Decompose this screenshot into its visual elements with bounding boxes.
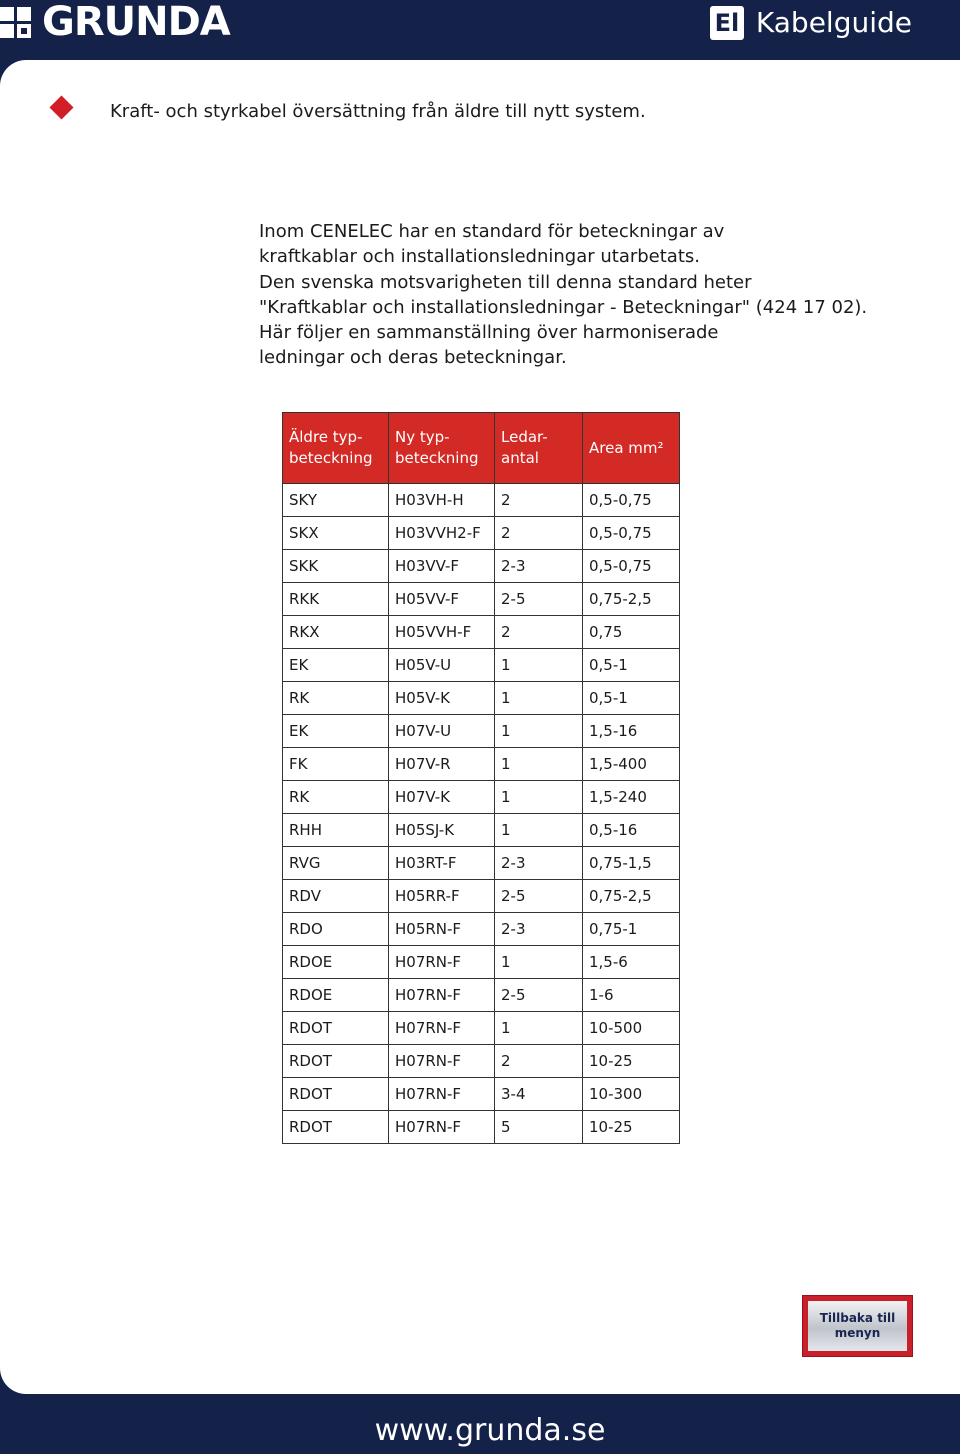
table-row [283, 1078, 680, 1111]
intro-text [259, 219, 879, 371]
table-cell: RDOT [283, 1078, 389, 1111]
table-row [283, 550, 680, 583]
table-row [283, 814, 680, 847]
table-row [283, 1111, 680, 1144]
table-row [283, 946, 680, 979]
table-cell: 0,5-1 [583, 682, 680, 715]
table-cell: RDO [283, 913, 389, 946]
table-cell: H07RN-F [389, 1045, 495, 1078]
table-cell: H07V-R [389, 748, 495, 781]
table-cell: 1-6 [583, 979, 680, 1012]
table-cell: SKX [283, 517, 389, 550]
table-cell: 0,5-1 [583, 649, 680, 682]
table-cell: H03VVH2-F [389, 517, 495, 550]
header-old-type: Äldre typ- beteckning [283, 413, 389, 484]
table-cell: 2-3 [495, 550, 583, 583]
header-conductor-count: Ledar- antal [495, 413, 583, 484]
table-cell: 2-3 [495, 847, 583, 880]
table-cell: RVG [283, 847, 389, 880]
table-cell: H07V-K [389, 781, 495, 814]
table-cell: H03VV-F [389, 550, 495, 583]
logo-text: GRUNDA [42, 0, 230, 45]
table-cell: 0,5-0,75 [583, 484, 680, 517]
table-row [283, 649, 680, 682]
table-cell: FK [283, 748, 389, 781]
table-cell: H03RT-F [389, 847, 495, 880]
table-cell: H07RN-F [389, 1111, 495, 1144]
back-to-menu-button[interactable] [803, 1296, 912, 1356]
section-badge: El [710, 6, 744, 40]
table-row [283, 1012, 680, 1045]
header-bar [0, 0, 960, 60]
table-cell: 1,5-400 [583, 748, 680, 781]
table-cell: SKY [283, 484, 389, 517]
grunda-logo[interactable] [0, 0, 230, 44]
table-cell: 3-4 [495, 1078, 583, 1111]
table-cell: 1 [495, 748, 583, 781]
table-row [283, 847, 680, 880]
table-cell: 0,75-1 [583, 913, 680, 946]
table-cell: 2 [495, 484, 583, 517]
header-area: Area mm² [583, 413, 680, 484]
table-cell: H05VV-F [389, 583, 495, 616]
page-heading: Kraft- och styrkabel översättning från äldre till nytt system. [110, 101, 646, 122]
table-cell: H07V-U [389, 715, 495, 748]
table-cell: 1 [495, 814, 583, 847]
table-cell: 0,5-0,75 [583, 550, 680, 583]
intro-line: kraftkablar och installationsledningar utarbetats. [259, 246, 700, 268]
table-row [283, 583, 680, 616]
table-cell: EK [283, 649, 389, 682]
table-cell: 10-25 [583, 1111, 680, 1144]
table-header-row [283, 413, 680, 484]
table-cell: H05RR-F [389, 880, 495, 913]
table-cell: 5 [495, 1111, 583, 1144]
table-row [283, 484, 680, 517]
table-cell: H05V-K [389, 682, 495, 715]
table-cell: H05VVH-F [389, 616, 495, 649]
table-cell: H05V-U [389, 649, 495, 682]
table-row [283, 781, 680, 814]
table-cell: RDOT [283, 1045, 389, 1078]
back-to-menu-label: Tillbaka till menyn [808, 1301, 907, 1351]
intro-line: Den svenska motsvarigheten till denna standard heter [259, 271, 752, 293]
intro-line: "Kraftkablar och installationsledningar - Beteckningar" (424 17 02). [259, 296, 868, 318]
table-cell: H05SJ-K [389, 814, 495, 847]
table-cell: 1,5-16 [583, 715, 680, 748]
intro-line: Här följer en sammanställning över harmoniserade [259, 322, 719, 344]
table-cell: 1 [495, 1012, 583, 1045]
header-new-type: Ny typ- beteckning [389, 413, 495, 484]
table-row [283, 715, 680, 748]
table-row [283, 616, 680, 649]
table-cell: 2-5 [495, 979, 583, 1012]
table-cell: RK [283, 682, 389, 715]
table-cell: 0,5-0,75 [583, 517, 680, 550]
table-row [283, 748, 680, 781]
table-cell: H07RN-F [389, 1012, 495, 1045]
table-cell: 2 [495, 616, 583, 649]
table-cell: 2-3 [495, 913, 583, 946]
table-cell: H07RN-F [389, 1078, 495, 1111]
table-cell: 1 [495, 649, 583, 682]
table-cell: RDOT [283, 1111, 389, 1144]
table-cell: 2-5 [495, 880, 583, 913]
table-row [283, 517, 680, 550]
table-cell: 1,5-6 [583, 946, 680, 979]
table-cell: 2-5 [495, 583, 583, 616]
table-cell: H05RN-F [389, 913, 495, 946]
table-cell: RK [283, 781, 389, 814]
table-cell: H03VH-H [389, 484, 495, 517]
table-cell: 0,75-2,5 [583, 880, 680, 913]
grunda-logo-icon [0, 3, 38, 41]
table-cell: 0,5-16 [583, 814, 680, 847]
cable-table [282, 412, 680, 1144]
table-cell: 2 [495, 517, 583, 550]
table-cell: 1 [495, 715, 583, 748]
table-cell: 1,5-240 [583, 781, 680, 814]
intro-line: ledningar och deras beteckningar. [259, 347, 567, 369]
table-cell: SKK [283, 550, 389, 583]
table-row [283, 913, 680, 946]
section-tag [710, 4, 912, 42]
section-title: Kabelguide [755, 6, 912, 39]
table-cell: RKX [283, 616, 389, 649]
table-cell: 1 [495, 781, 583, 814]
table-cell: 10-500 [583, 1012, 680, 1045]
table-cell: 0,75-1,5 [583, 847, 680, 880]
footer-url[interactable]: www.grunda.se [374, 1413, 606, 1448]
table-cell: 0,75 [583, 616, 680, 649]
table-cell: RDV [283, 880, 389, 913]
table-cell: 2 [495, 1045, 583, 1078]
table-cell: RDOE [283, 979, 389, 1012]
table-cell: 10-300 [583, 1078, 680, 1111]
intro-line: Inom CENELEC har en standard för beteckningar av [259, 221, 725, 242]
table-cell: 0,75-2,5 [583, 583, 680, 616]
table-cell: H07RN-F [389, 946, 495, 979]
table-cell: EK [283, 715, 389, 748]
table-row [283, 682, 680, 715]
table-cell: 1 [495, 946, 583, 979]
table-cell: H07RN-F [389, 979, 495, 1012]
table-cell: 10-25 [583, 1045, 680, 1078]
table-cell: RDOT [283, 1012, 389, 1045]
table-cell: RHH [283, 814, 389, 847]
table-row [283, 979, 680, 1012]
table-cell: 1 [495, 682, 583, 715]
table-row [283, 1045, 680, 1078]
table-cell: RKK [283, 583, 389, 616]
table-cell: RDOE [283, 946, 389, 979]
table-row [283, 880, 680, 913]
